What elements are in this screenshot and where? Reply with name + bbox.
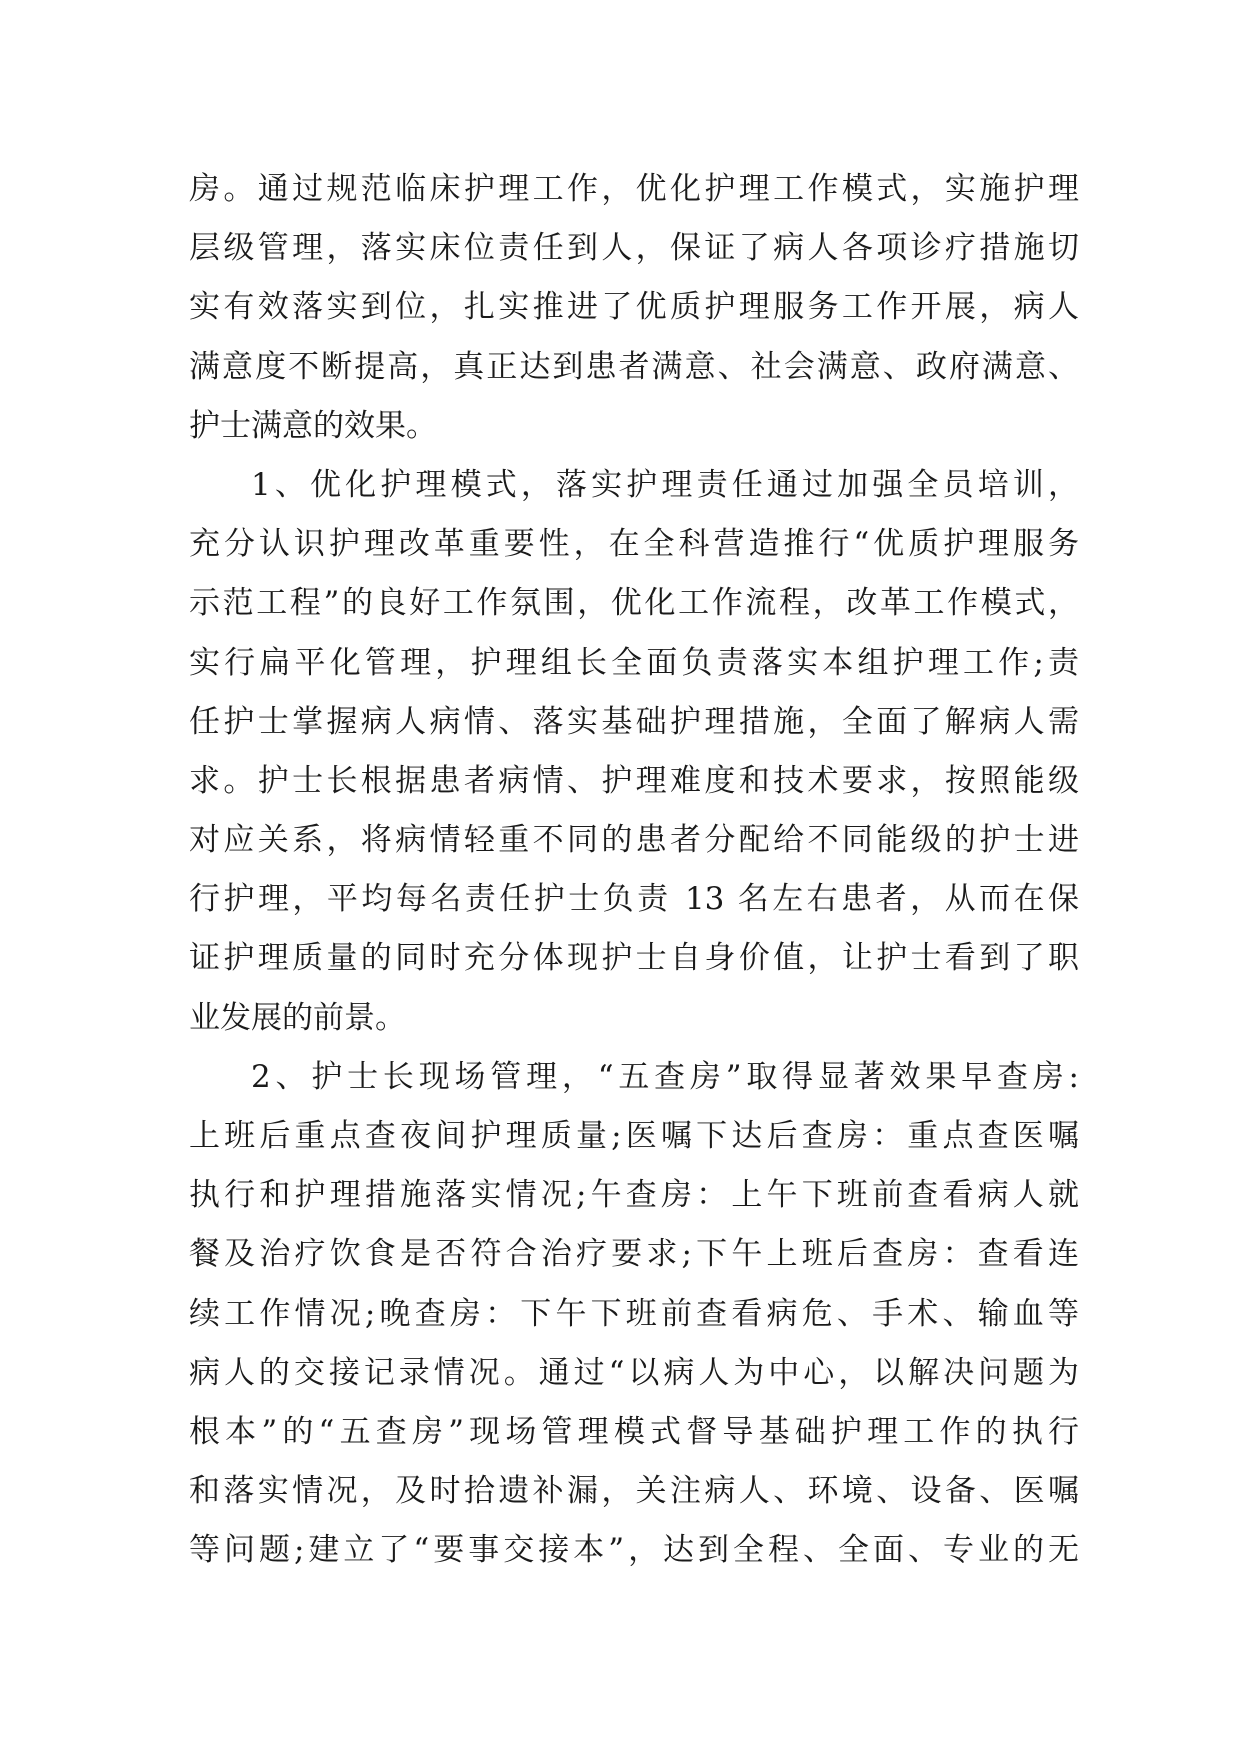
text-line: 层级管理，落实床位责任到人，保证了病人各项诊疗措施切 [189,230,1079,267]
text-line: 续工作情况;晚查房：下午下班前查看病危、手术、输血等 [189,1295,1079,1332]
text-line: 业发展的前景。 [189,999,406,1036]
text-line: 病人的交接记录情况。通过“以病人为中心，以解决问题为 [189,1354,1079,1391]
text-line: 示范工程”的良好工作氛围，优化工作流程，改革工作模式， [189,585,1079,622]
text-line: 上班后重点查夜间护理质量;医嘱下达后查房：重点查医嘱 [189,1118,1079,1154]
text-line: 根本”的“五查房”现场管理模式督导基础护理工作的执行 [189,1413,1079,1450]
text-line: 等问题;建立了“要事交接本”，达到全程、全面、专业的无 [189,1532,1079,1569]
text-line: 对应关系，将病情轻重不同的患者分配给不同能级的护士进 [189,822,1079,859]
text-line: 充分认识护理改革重要性，在全科营造推行“优质护理服务 [189,526,1079,563]
text-line: 房。通过规范临床护理工作，优化护理工作模式，实施护理 [189,171,1079,207]
text-line: 餐及治疗饮食是否符合治疗要求;下午上班后查房：查看连 [189,1236,1079,1273]
text-line: 实有效落实到位，扎实推进了优质护理服务工作开展，病人 [189,289,1079,326]
paragraph-first-line: 2、护士长现场管理，“五查房”取得显著效果早查房: [251,1058,1079,1095]
text-line: 行护理，平均每名责任护士负责 13 名左右患者，从而在保 [189,881,1079,918]
text-line: 护士满意的效果。 [189,407,437,444]
paragraph-first-line: 1、优化护理模式，落实护理责任通过加强全员培训， [251,466,1079,503]
body-text [189,160,1079,1581]
text-line: 和落实情况，及时拾遗补漏，关注病人、环境、设备、医嘱 [189,1473,1079,1510]
text-line: 满意度不断提高，真正达到患者满意、社会满意、政府满意、 [189,348,1079,385]
text-line: 求。护士长根据患者病情、护理难度和技术要求，按照能级 [189,762,1079,799]
text-line: 实行扁平化管理，护理组长全面负责落实本组护理工作;责 [189,644,1079,681]
text-line: 证护理质量的同时充分体现护士自身价值，让护士看到了职 [189,940,1079,977]
text-line: 执行和护理措施落实情况;午查房：上午下班前查看病人就 [189,1177,1079,1214]
text-line: 任护士掌握病人病情、落实基础护理措施，全面了解病人需 [189,703,1079,740]
